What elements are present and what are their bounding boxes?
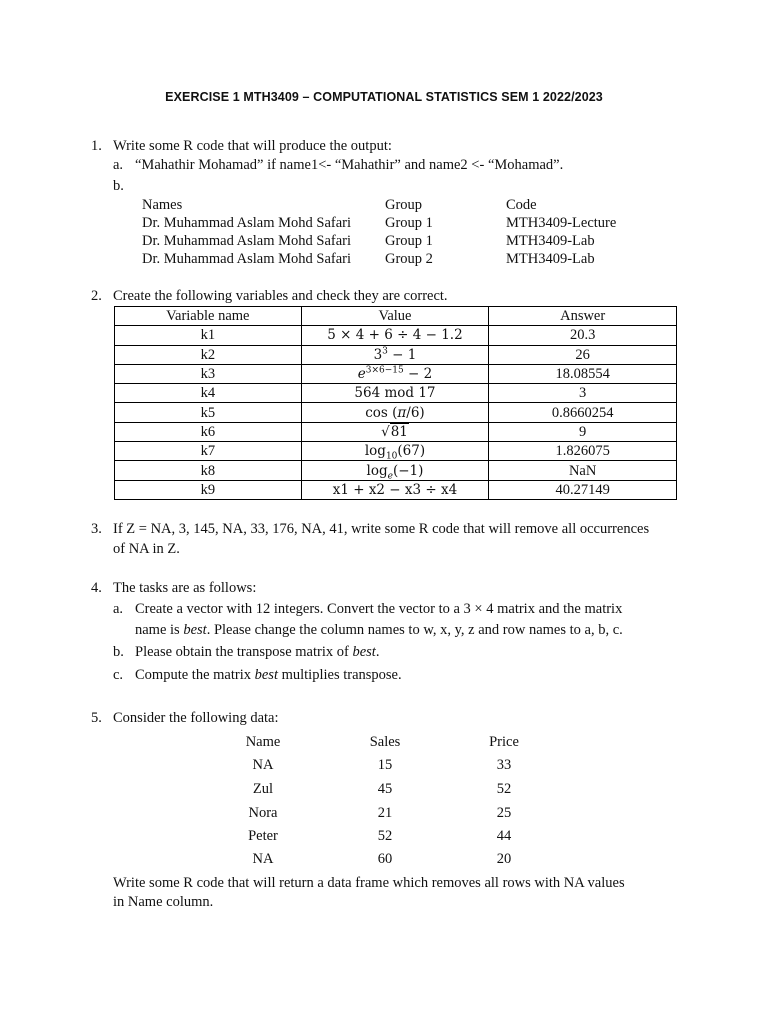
table-row: [115, 364, 677, 383]
variable-value: 5 × 4 + 6 ÷ 4 − 1.2: [301, 326, 489, 345]
table-cell: 15: [377, 757, 393, 773]
question-text: Write some R code that will return a data frame which removes all rows with NA values: [113, 875, 625, 891]
table-cell: NA: [252, 851, 274, 867]
subitem-label: a.: [113, 601, 124, 617]
table-cell: Dr. Muhammad Aslam Mohd Safari: [142, 215, 352, 231]
question-text: If Z = NA, 3, 145, NA, 33, 176, NA, 41, write some R code that will remove all occurrences: [113, 521, 650, 537]
table-cell: Group 2: [385, 251, 433, 267]
table-cell: 52: [496, 781, 512, 797]
table-cell: NA: [252, 757, 274, 773]
subitem-text: Create a vector with 12 integers. Convert the vector to a 3 × 4 matrix and the matrix: [135, 601, 623, 617]
table-cell: Peter: [248, 828, 278, 844]
variable-answer: 0.8660254: [489, 403, 677, 422]
question-text: Create the following variables and check they are correct.: [113, 288, 448, 304]
table-cell: 20: [496, 851, 512, 867]
variable-name: k2: [115, 345, 302, 364]
question-text: Consider the following data:: [113, 710, 279, 726]
variable-answer: NaN: [489, 461, 677, 480]
variable-answer: 18.08554: [489, 364, 677, 383]
table-cell: 60: [377, 851, 393, 867]
subitem-label: b.: [113, 644, 124, 660]
table-cell: 52: [377, 828, 393, 844]
subitem-label: c.: [113, 667, 124, 683]
variable-answer: 3: [489, 384, 677, 403]
table-cell: 25: [496, 805, 512, 821]
table-cell: 45: [377, 781, 393, 797]
table-cell: Group 1: [385, 215, 433, 231]
question-number: 2.: [91, 288, 102, 304]
question-text: Write some R code that will produce the output:: [113, 138, 392, 154]
table-cell: Dr. Muhammad Aslam Mohd Safari: [142, 233, 352, 249]
table-cell: MTH3409-Lab: [506, 251, 595, 267]
variable-answer: 9: [489, 422, 677, 441]
variable-value: 564 mod 17: [301, 384, 489, 403]
subitem-label: b.: [113, 178, 124, 194]
variable-value: cos (π/6): [301, 403, 489, 422]
table-cell: 44: [496, 828, 512, 844]
question-text: in Name column.: [113, 894, 214, 910]
column-header: Answer: [489, 307, 677, 326]
table-cell: 21: [377, 805, 393, 821]
variable-name: k1: [115, 326, 302, 345]
variable-value: $e^{3\times 6-15} - 2$: [301, 364, 489, 383]
variable-value: $3^3 - 1$: [301, 345, 489, 364]
variable-name: k9: [115, 480, 302, 499]
column-header: Code: [506, 197, 537, 213]
variable-answer: 26: [489, 345, 677, 364]
subitem-text: Compute the matrix best multiplies transpose.: [135, 667, 402, 683]
subitem-text: “Mahathir Mohamad” if name1<- “Mahathir” and name2 <- “Mohamad”.: [135, 157, 564, 173]
table-row: [115, 403, 677, 422]
variable-name: k4: [115, 384, 302, 403]
variable-answer: 20.3: [489, 326, 677, 345]
column-header: Price: [489, 734, 519, 750]
question-number: 3.: [91, 521, 102, 537]
table-cell: Group 1: [385, 233, 433, 249]
sqrt-symbol: √: [381, 423, 390, 440]
variable-value: $\log_e(-1)$: [301, 461, 489, 480]
table-row: [115, 345, 677, 364]
table-row: [115, 480, 677, 499]
variable-name: k8: [115, 461, 302, 480]
table-cell: MTH3409-Lecture: [506, 215, 617, 231]
column-header: Group: [385, 197, 423, 213]
variable-name: k7: [115, 442, 302, 461]
column-header: Names: [142, 197, 183, 213]
table-row: [115, 461, 677, 480]
subitem-label: a.: [113, 157, 124, 173]
table-row: [115, 442, 677, 461]
table-cell: 33: [496, 757, 512, 773]
variable-answer: 1.826075: [489, 442, 677, 461]
subitem-text: name is best. Please change the column names to w, x, y, z and row names to a, b, c.: [135, 622, 623, 638]
table-cell: Dr. Muhammad Aslam Mohd Safari: [142, 251, 352, 267]
question-text: The tasks are as follows:: [113, 580, 257, 596]
table-cell: MTH3409-Lab: [506, 233, 595, 249]
table-cell: Zul: [252, 781, 274, 797]
table-row: [115, 422, 677, 441]
column-header: Sales: [369, 734, 401, 750]
variable-name: k6: [115, 422, 302, 441]
column-header: Name: [245, 734, 281, 750]
column-header: Value: [301, 307, 489, 326]
variable-value: x1 + x2 − x3 ÷ x4: [301, 480, 489, 499]
question-number: 4.: [91, 580, 102, 596]
table-row: [115, 384, 677, 403]
variable-answer: 40.27149: [489, 480, 677, 499]
variable-value: √81: [301, 422, 489, 441]
table-row: [115, 326, 677, 345]
table-header-row: [115, 307, 677, 326]
variable-name: k3: [115, 364, 302, 383]
variable-name: k5: [115, 403, 302, 422]
variables-table: [114, 306, 677, 500]
page-title: EXERCISE 1 MTH3409 – COMPUTATIONAL STATISTICS SEM 1 2022/2023: [165, 90, 603, 104]
table-cell: Nora: [248, 805, 278, 821]
variable-value: $\log_{10}(67)$: [301, 442, 489, 461]
question-number: 1.: [91, 138, 102, 154]
question-number: 5.: [91, 710, 102, 726]
column-header: Variable name: [115, 307, 302, 326]
question-text: of NA in Z.: [113, 541, 180, 557]
subitem-text: Please obtain the transpose matrix of best.: [135, 644, 380, 660]
